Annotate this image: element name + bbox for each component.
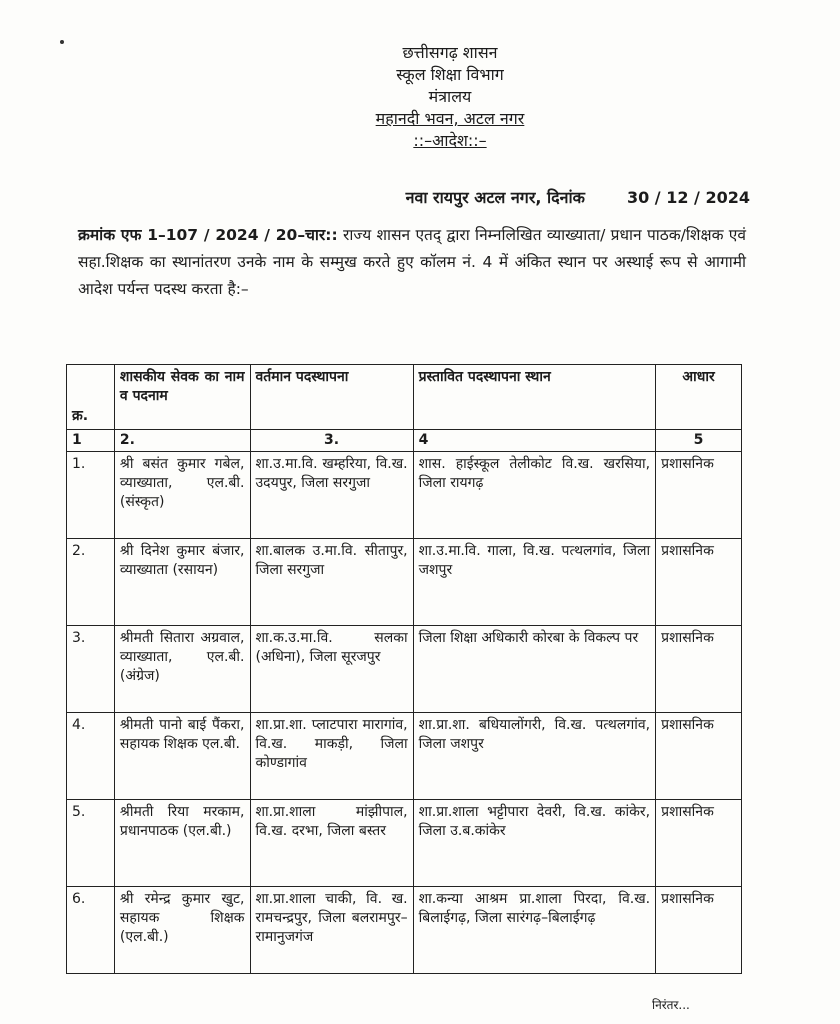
- row-basis: प्रशासनिक: [656, 452, 742, 539]
- order-title: ::–आदेश::–: [413, 131, 487, 150]
- table-header-row: [67, 365, 742, 430]
- ministry-name: मंत्रालय: [428, 87, 472, 106]
- row-sn: 3.: [67, 626, 115, 713]
- order-paragraph: [78, 222, 746, 303]
- row-current: शा.उ.मा.वि. खम्हरिया, वि.ख. उदयपुर, जिला सरगुजा: [250, 452, 413, 539]
- column-number-row: [67, 430, 742, 452]
- table-row: [67, 626, 742, 713]
- department-name: स्कूल शिक्षा विभाग: [396, 65, 504, 84]
- row-basis: प्रशासनिक: [656, 800, 742, 887]
- header-sn: क्र.: [67, 365, 115, 430]
- row-name: श्रीमती पानो बाई पैंकरा, सहायक शिक्षक एल.बी.: [114, 713, 250, 800]
- col-num-5: 5: [656, 430, 742, 452]
- row-basis: प्रशासनिक: [656, 713, 742, 800]
- row-name: श्री दिनेश कुमार बंजार, व्याख्याता (रसायन): [114, 539, 250, 626]
- document-header: [0, 42, 840, 152]
- row-sn: 1.: [67, 452, 115, 539]
- row-basis: प्रशासनिक: [656, 887, 742, 974]
- row-name: श्री रमेन्द्र कुमार खुट, सहायक शिक्षक (एल.बी.): [114, 887, 250, 974]
- row-name: श्रीमती रिया मरकाम, प्रधानपाठक (एल.बी.): [114, 800, 250, 887]
- header-current: वर्तमान पदस्थापना: [250, 365, 413, 430]
- col-num-2: 2.: [114, 430, 250, 452]
- govt-name: छत्तीसगढ़ शासन: [402, 43, 498, 62]
- building-address: महानदी भवन, अटल नगर: [375, 109, 525, 128]
- row-name: श्री बसंत कुमार गबेल, व्याख्याता, एल.बी. (संस्कृत): [114, 452, 250, 539]
- row-current: शा.प्रा.शा. प्लाटपारा मारागांव, वि.ख. माकड़ी, जिला कोण्डागांव: [250, 713, 413, 800]
- col-num-4: 4: [413, 430, 655, 452]
- col-num-3: 3.: [250, 430, 413, 452]
- row-proposed: शा.प्रा.शा. बधियालोंगरी, वि.ख. पत्थलगांव, जिला जशपुर: [413, 713, 655, 800]
- row-current: शा.क.उ.मा.वि. सलका (अधिना), जिला सूरजपुर: [250, 626, 413, 713]
- transfer-table: [66, 364, 742, 974]
- order-text: राज्य शासन एतद् द्वारा निम्नलिखित व्याख्याता/ प्रधान पाठक/शिक्षक एवं सहा.शिक्षक का स्थानांतरण उनके नाम के सम्मुख करते हुए कॉलम नं. 4 में अंकित स्थान पर अस्थाई रूप से आगामी आदेश पर्यन्त पदस्थ करता है:–: [78, 226, 746, 298]
- table-row: [67, 713, 742, 800]
- row-sn: 4.: [67, 713, 115, 800]
- header-basis: आधार: [656, 365, 742, 430]
- row-current: शा.प्रा.शाला मांझीपाल, वि.ख. दरभा, जिला बस्तर: [250, 800, 413, 887]
- row-sn: 6.: [67, 887, 115, 974]
- header-proposed: प्रस्तावित पदस्थापना स्थान: [413, 365, 655, 430]
- row-sn: 2.: [67, 539, 115, 626]
- table-row: [67, 539, 742, 626]
- row-basis: प्रशासनिक: [656, 539, 742, 626]
- table-row: [67, 887, 742, 974]
- table-row: [67, 452, 742, 539]
- order-number: क्रमांक एफ 1–107 / 2024 / 20–चार::: [78, 226, 338, 244]
- order-date: 30 / 12 / 2024: [626, 188, 750, 207]
- row-proposed: शा.कन्या आश्रम प्रा.शाला पिरदा, वि.ख. बिलाईगढ़, जिला सारंगढ़–बिलाईगढ़: [413, 887, 655, 974]
- header-name: शासकीय सेवक का नाम व पदनाम: [114, 365, 250, 430]
- row-proposed: शास. हाईस्कूल तेलीकोट वि.ख. खरसिया, जिला रायगढ़: [413, 452, 655, 539]
- row-name: श्रीमती सितारा अग्रवाल, व्याख्याता, एल.बी. (अंग्रेज): [114, 626, 250, 713]
- row-current: शा.बालक उ.मा.वि. सीतापुर, जिला सरगुजा: [250, 539, 413, 626]
- row-proposed: शा.उ.मा.वि. गाला, वि.ख. पत्थलगांव, जिला जशपुर: [413, 539, 655, 626]
- place: नवा रायपुर अटल नगर, दिनांक: [405, 188, 585, 207]
- row-basis: प्रशासनिक: [656, 626, 742, 713]
- row-sn: 5.: [67, 800, 115, 887]
- row-proposed: जिला शिक्षा अधिकारी कोरबा के विकल्प पर: [413, 626, 655, 713]
- row-current: शा.प्रा.शाला चाकी, वि. ख. रामचन्द्रपुर, जिला बलरामपुर–रामानुजगंज: [250, 887, 413, 974]
- col-num-1: 1: [67, 430, 115, 452]
- continued-note: निरंतर...: [652, 998, 690, 1012]
- row-proposed: शा.प्रा.शाला भट्टीपारा देवरी, वि.ख. कांकेर, जिला उ.ब.कांकेर: [413, 800, 655, 887]
- table-row: [67, 800, 742, 887]
- dateline: [0, 186, 750, 208]
